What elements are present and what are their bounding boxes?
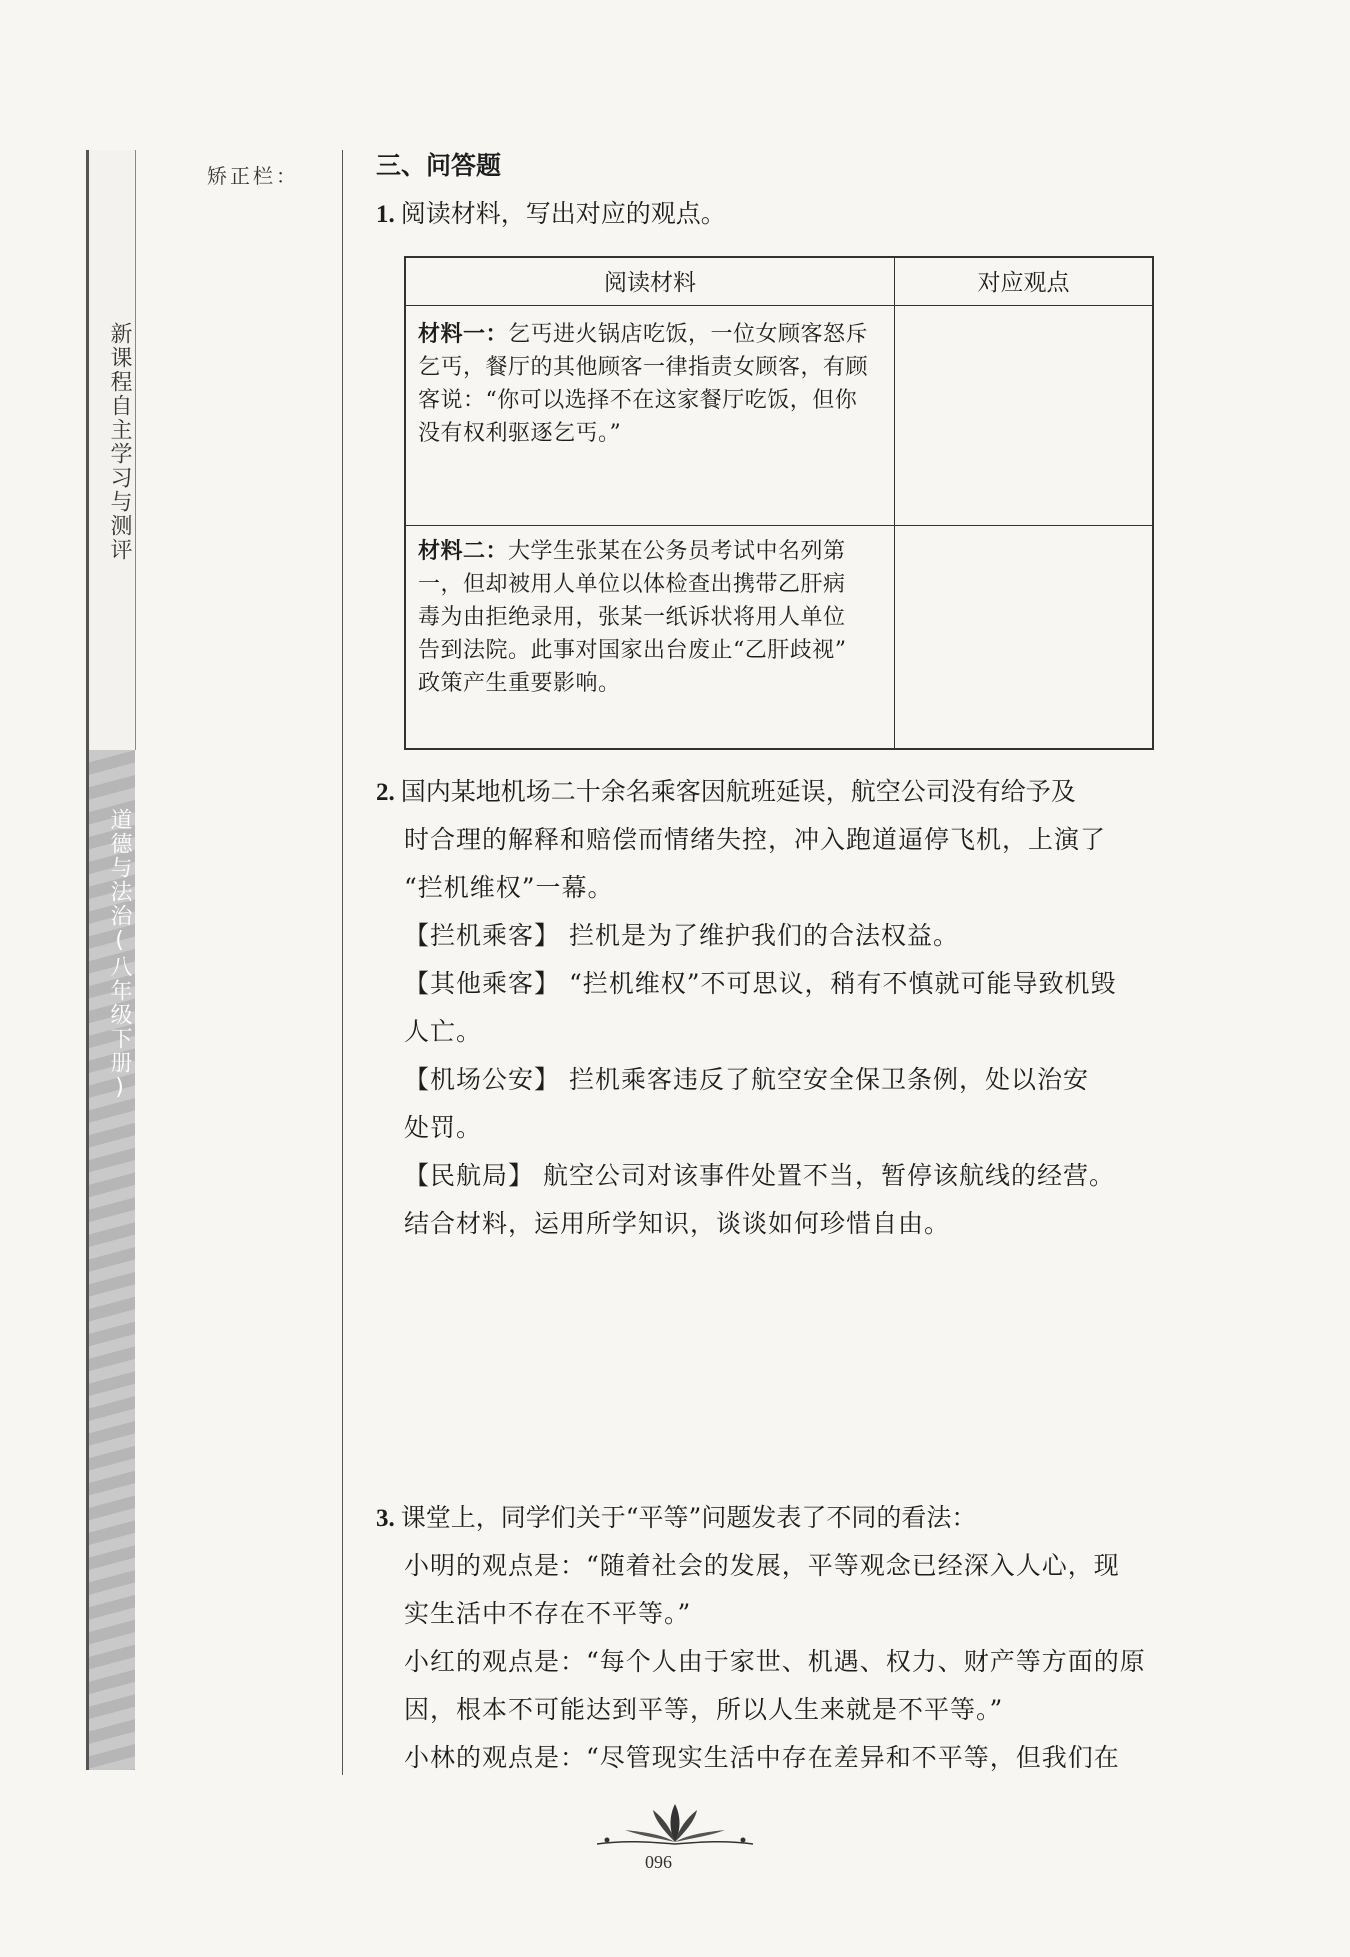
book-title: 新课程自主学习与测评 — [107, 322, 132, 562]
question-3-line: 实生活中不存在不平等。” — [404, 1599, 692, 1628]
section-title: 三、问答题 — [376, 151, 502, 180]
material-line: 政策产生重要影响。 — [418, 671, 621, 696]
margin-divider — [342, 150, 343, 1775]
opinion-xiaolin: 小林的观点是：“尽管现实生活中存在差异和不平等，但我们在 — [404, 1743, 1120, 1772]
opinion-civil-aviation: 【民航局】 航空公司对该事件处置不当，暂停该航线的经营。 — [404, 1161, 1115, 1190]
question-text: 课堂上，同学们关于“平等”问题发表了不同的看法： — [400, 1503, 977, 1532]
question-2-line: 时合理的解释和赔偿而情绪失控，冲入跑道逼停飞机，上演了 — [404, 825, 1107, 854]
answer-cell-2[interactable] — [895, 526, 1152, 746]
question-number: 2. — [376, 779, 395, 806]
side-strip-bottom — [86, 750, 135, 1770]
floral-ornament-icon — [595, 1800, 755, 1850]
question-2-line: “拦机维权”一幕。 — [404, 873, 614, 902]
question-3 — [376, 1498, 976, 1534]
question-number: 1. — [376, 201, 395, 228]
question-2-line: 处罚。 — [404, 1113, 483, 1142]
answer-area-2[interactable] — [404, 1250, 1150, 1480]
reading-material-table — [404, 256, 1154, 750]
opinion-interceptor: 【拦机乘客】 拦机是为了维护我们的合法权益。 — [404, 921, 959, 950]
question-2 — [376, 772, 1076, 808]
side-strip-top — [86, 150, 136, 750]
table-header-material: 阅读材料 — [604, 270, 696, 296]
material-line: 材料一：乞丐进火锅店吃饭，一位女顾客怒斥 — [418, 322, 869, 347]
material-line: 材料二：大学生张某在公务员考试中名列第 — [418, 539, 846, 564]
table-cell-material-1 — [418, 318, 888, 450]
question-3-line: 因，根本不可能达到平等，所以人生来就是不平等。” — [404, 1695, 1004, 1724]
material-line: 没有权利驱逐乞丐。” — [418, 421, 622, 446]
material-line: 一，但却被用人单位以体检查出携带乙肝病 — [418, 572, 846, 597]
correction-column-label: 矫正栏： — [207, 164, 299, 188]
question-1 — [376, 194, 726, 230]
question-number: 3. — [376, 1505, 395, 1532]
material-label: 材料一： — [418, 322, 509, 347]
table-header-viewpoint: 对应观点 — [977, 270, 1070, 296]
opinion-other-passengers: 【其他乘客】 “拦机维权”不可思议，稍有不慎就可能导致机毁 — [404, 969, 1117, 998]
question-2-line: 人亡。 — [404, 1017, 483, 1046]
question-text: 国内某地机场二十余名乘客因航班延误，航空公司没有给予及 — [400, 777, 1076, 806]
material-line: 毒为由拒绝录用，张某一纸诉状将用人单位 — [418, 605, 846, 630]
material-line: 告到法院。此事对国家出台废止“乙肝歧视” — [418, 638, 847, 663]
material-line: 客说：“你可以选择不在这家餐厅吃饭，但你 — [418, 388, 858, 413]
material-label: 材料二： — [418, 539, 509, 564]
question-prompt: 阅读材料，写出对应的观点。 — [400, 199, 726, 228]
table-cell-material-2 — [418, 535, 888, 700]
opinion-xiaoming: 小明的观点是：“随着社会的发展，平等观念已经深入人心，现 — [404, 1551, 1120, 1580]
question-2-task: 结合材料，运用所学知识，谈谈如何珍惜自由。 — [404, 1209, 951, 1238]
page-number: 096 — [645, 1852, 672, 1872]
subject-label: 道德与法治(八年级下册) — [107, 808, 132, 1102]
material-line: 乞丐，餐厅的其他顾客一律指责女顾客，有顾 — [418, 355, 869, 380]
opinion-airport-police: 【机场公安】 拦机乘客违反了航空安全保卫条例，处以治安 — [404, 1065, 1089, 1094]
answer-cell-1[interactable] — [895, 306, 1152, 525]
opinion-xiaohong: 小红的观点是：“每个人由于家世、机遇、权力、财产等方面的原 — [404, 1647, 1146, 1676]
